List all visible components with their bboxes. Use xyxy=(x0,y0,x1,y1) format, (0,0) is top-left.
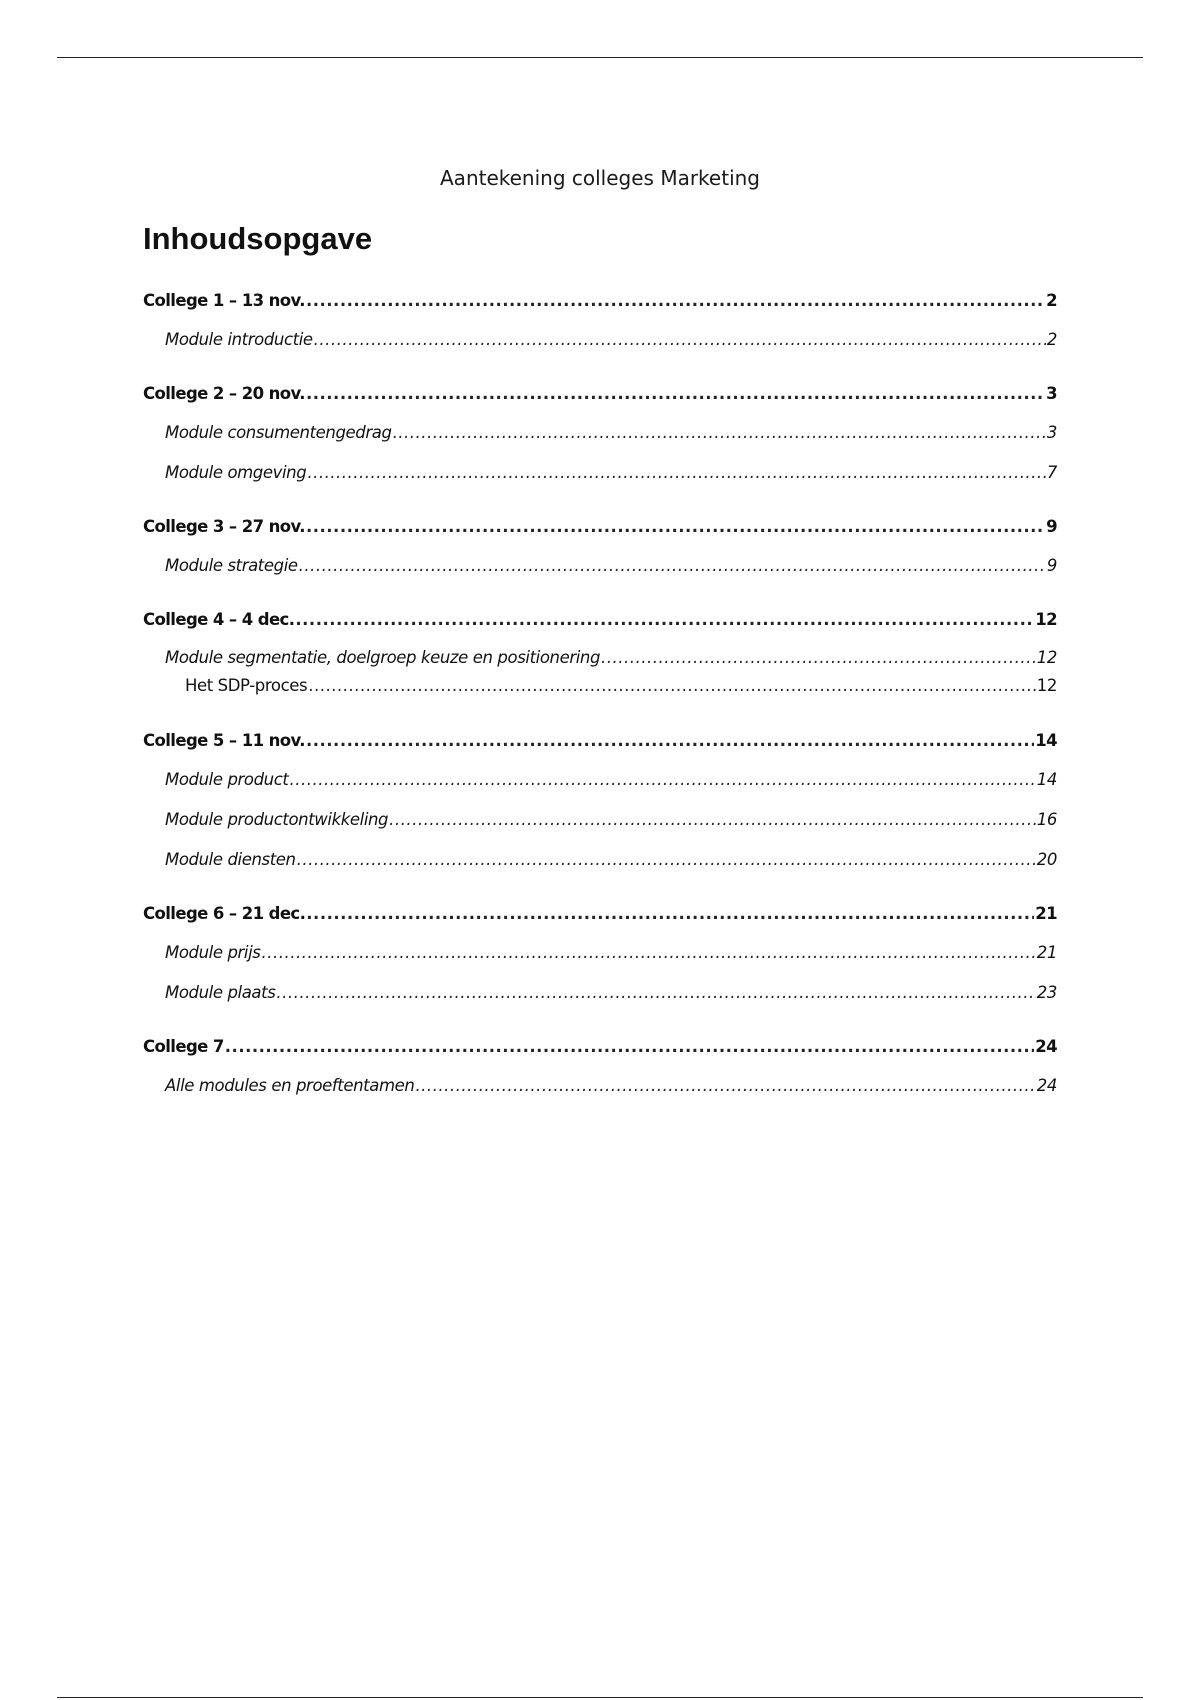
toc-entry-page: 14 xyxy=(1035,731,1057,750)
toc-entry-page: 2 xyxy=(1046,291,1057,310)
toc-entry-label: Module introductie xyxy=(165,330,313,349)
toc-dot-leader xyxy=(299,556,1046,575)
toc-entry-page: 14 xyxy=(1036,770,1057,789)
toc-heading: Inhoudsopgave xyxy=(143,221,373,256)
toc-dot-leader xyxy=(393,423,1046,442)
toc-dot-leader xyxy=(225,1037,1034,1056)
toc-dot-leader xyxy=(306,904,1034,923)
toc-dot-leader xyxy=(306,731,1034,750)
toc-entry-college-3[interactable] xyxy=(143,517,1057,541)
toc-entry-page: 24 xyxy=(1035,1037,1057,1056)
toc-entry-module-introductie[interactable] xyxy=(165,330,1057,354)
toc-entry-label: College 1 – 13 nov. xyxy=(143,291,305,310)
toc-entry-page: 12 xyxy=(1036,648,1057,667)
toc-dot-leader xyxy=(308,676,1036,695)
toc-entry-page: 12 xyxy=(1036,676,1057,695)
toc-entry-page: 16 xyxy=(1036,810,1057,829)
toc-entry-page: 2 xyxy=(1046,330,1057,349)
toc-entry-page: 21 xyxy=(1035,904,1057,923)
toc-entry-label: Alle modules en proeftentamen xyxy=(165,1076,415,1095)
toc-entry-page: 9 xyxy=(1046,517,1057,536)
toc-entry-college-7[interactable] xyxy=(143,1037,1057,1061)
toc-entry-label: College 7 xyxy=(143,1037,224,1056)
toc-dot-leader xyxy=(415,1076,1035,1095)
toc-entry-page: 23 xyxy=(1036,983,1057,1002)
toc-entry-alle-modules[interactable] xyxy=(165,1076,1057,1100)
toc-entry-label: Module strategie xyxy=(165,556,298,575)
toc-entry-module-strategie[interactable] xyxy=(165,556,1057,580)
toc-entry-module-diensten[interactable] xyxy=(165,850,1057,874)
toc-entry-label: College 3 – 27 nov. xyxy=(143,517,305,536)
document-header-title: Aantekening colleges Marketing xyxy=(440,166,760,190)
toc-dot-leader xyxy=(307,463,1046,482)
toc-entry-college-5[interactable] xyxy=(143,731,1057,755)
toc-dot-leader xyxy=(314,330,1046,349)
toc-dot-leader xyxy=(306,384,1045,403)
toc-entry-label: College 5 – 11 nov. xyxy=(143,731,305,750)
toc-dot-leader xyxy=(306,517,1045,536)
toc-entry-page: 24 xyxy=(1036,1076,1057,1095)
toc-entry-label: College 2 – 20 nov. xyxy=(143,384,305,403)
toc-entry-page: 21 xyxy=(1036,943,1057,962)
toc-dot-leader xyxy=(306,291,1045,310)
footer-rule xyxy=(57,1697,1143,1698)
toc-entry-college-2[interactable] xyxy=(143,384,1057,408)
toc-dot-leader xyxy=(276,983,1035,1002)
toc-entry-label: College 4 – 4 dec. xyxy=(143,610,295,629)
toc-entry-module-productontwikkeling[interactable] xyxy=(165,810,1057,834)
toc-entry-module-omgeving[interactable] xyxy=(165,463,1057,487)
toc-entry-module-consumentengedrag[interactable] xyxy=(165,423,1057,447)
toc-entry-label: Module segmentatie, doelgroep keuze en positionering xyxy=(165,648,601,667)
toc-entry-college-4[interactable] xyxy=(143,610,1057,634)
toc-entry-label: Module plaats xyxy=(165,983,276,1002)
toc-entry-college-6[interactable] xyxy=(143,904,1057,928)
toc-dot-leader xyxy=(601,648,1036,667)
toc-entry-module-prijs[interactable] xyxy=(165,943,1057,967)
toc-entry-page: 20 xyxy=(1036,850,1057,869)
toc-entry-college-1[interactable] xyxy=(143,291,1057,315)
toc-entry-module-plaats[interactable] xyxy=(165,983,1057,1007)
toc-entry-label: Module consumentengedrag xyxy=(165,423,392,442)
toc-dot-leader xyxy=(261,943,1035,962)
toc-entry-page: 3 xyxy=(1046,423,1057,442)
toc-entry-page: 12 xyxy=(1035,610,1057,629)
toc-entry-label: Module productontwikkeling xyxy=(165,810,389,829)
toc-dot-leader xyxy=(389,810,1036,829)
toc-entry-module-product[interactable] xyxy=(165,770,1057,794)
toc-entry-label: Module prijs xyxy=(165,943,261,962)
toc-entry-label: Module omgeving xyxy=(165,463,307,482)
toc-entry-het-sdp-proces[interactable] xyxy=(185,676,1057,700)
toc-dot-leader xyxy=(295,610,1034,629)
toc-entry-label: Module product xyxy=(165,770,289,789)
toc-entry-page: 9 xyxy=(1046,556,1057,575)
toc-entry-label: Het SDP-proces xyxy=(185,676,308,695)
toc-entry-module-segmentatie[interactable] xyxy=(165,648,1057,672)
toc-entry-label: Module diensten xyxy=(165,850,296,869)
toc-entry-label: College 6 – 21 dec. xyxy=(143,904,306,923)
toc-entry-page: 3 xyxy=(1046,384,1057,403)
toc-entry-page: 7 xyxy=(1046,463,1057,482)
toc-dot-leader xyxy=(297,850,1036,869)
toc-dot-leader xyxy=(289,770,1035,789)
